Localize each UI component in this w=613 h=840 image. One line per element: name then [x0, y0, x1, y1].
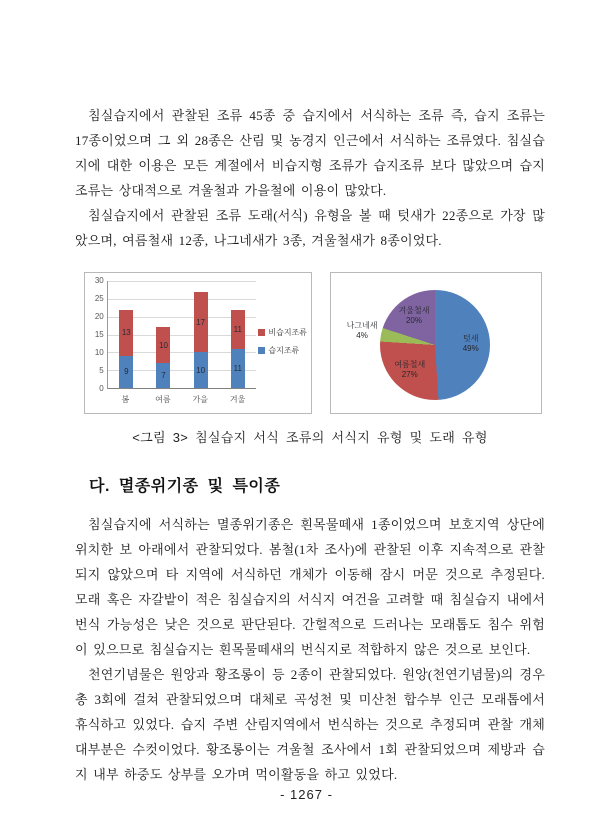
pie-slice-value: 4%	[356, 331, 368, 341]
legend-swatch-icon	[258, 347, 265, 354]
pie-slice-name: 겨울철새	[398, 306, 430, 316]
x-tick-label: 겨울	[229, 395, 246, 404]
figure-3-charts	[84, 272, 545, 414]
y-tick-label: 15	[94, 330, 104, 339]
bar-segment-비습지조류: 13	[119, 310, 133, 356]
legend-item-습지조류	[258, 345, 307, 356]
bar-chart-plot-wrap	[107, 281, 257, 413]
page-number: - 1267 -	[280, 787, 333, 802]
paragraph-migration-types: 침실습지에서 관찰된 조류 도래(서식) 유형을 볼 때 텃새가 22종으로 가장 많았으며, 여름철새 12종, 나그네새가 3종, 겨울철새가 8종이었다.	[75, 208, 545, 248]
x-tick-label: 여름	[155, 395, 171, 404]
bar-segment-비습지조류: 11	[231, 310, 245, 349]
bar-column	[231, 281, 245, 388]
legend-swatch-icon	[258, 329, 265, 336]
section-heading-endangered-species: 다. 멸종위기종 및 특이종	[89, 478, 281, 495]
bar-column	[194, 281, 208, 388]
pie-chart-migration-type	[330, 272, 542, 414]
pie-slice-name: 여름철새	[394, 360, 426, 370]
bar-segment-습지조류: 9	[119, 356, 133, 388]
bar-segment-습지조류: 7	[156, 363, 170, 388]
legend-item-비습지조류	[258, 327, 307, 338]
bar-chart-legend	[256, 281, 307, 413]
x-tick-label: 봄	[121, 395, 130, 404]
page-content	[75, 103, 545, 787]
y-tick-label: 20	[94, 312, 104, 322]
pie-slice-value: 20%	[405, 316, 422, 326]
y-tick-label: 0	[99, 384, 104, 393]
paragraph-natural-monuments: 천연기념물은 원앙과 황조롱이 등 2종이 관찰되었다. 원앙(천연기념물)의 경우 총 3회에 걸쳐 관찰되었으며 대체로 곡성천 및 미산천 합수부 인근 모래톱에서 휴식하고 있었다. 습지 주변 산림지역에서 번식하는 것으로 추정되며 관찰 개체 대부분은 수컷이었다. 황조롱이는 겨울철 조사에서 1회 관찰되었으며 제방과 습지 내부 하중도 상부를 오가며 먹이활동을 하고 있었다.	[75, 667, 545, 782]
figure-caption: <그림 3> 침실습지 서식 조류의 서식지 유형 및 도래 유형	[132, 430, 488, 445]
paragraph-bird-species-counts: 침실습지에서 관찰된 조류 45종 중 습지에서 서식하는 조류 즉, 습지 조류는 17종이었으며 그 외 28종은 산림 및 농경지 인근에서 서식하는 조류였다. 침실습지에 대한 이용은 모든 계절에서 비습지형 조류가 습지조류 보다 많았으며 습지조류는 상대적으로 겨울철과 가을철에 이용이 많았다.	[75, 108, 545, 198]
bar-segment-습지조류: 10	[194, 352, 208, 388]
pie-slice-label-겨울철새	[399, 306, 430, 326]
legend-label: 습지조류	[268, 346, 300, 355]
bar-column	[156, 281, 170, 388]
paragraph-endangered-species: 침실습지에 서식하는 멸종위기종은 흰목물떼새 1종이었으며 보호지역 상단에 위치한 보 아래에서 관찰되었다. 봄철(1차 조사)에 관찰된 이후 지속적으로 관찰되지 않았으며 타 지역에 서식하던 개체가 이동해 잠시 머문 것으로 추정된다. 모래 혹은 자갈밭이 적은 침실습지의 서식지 여건을 고려할 때 침실습지 내에서 번식 가능성은 낮은 것으로 판단된다. 간헐적으로 드러나는 모래톱도 침수 위험이 있으므로 침실습지는 흰목물떼새의 번식지로 적합하지 않은 것으로 보인다.	[75, 517, 545, 657]
y-tick-label: 25	[94, 294, 104, 303]
bar-chart-x-axis	[107, 389, 257, 407]
stacked-bar-chart-habitat-type	[84, 272, 312, 414]
y-tick-label: 30	[94, 276, 104, 285]
y-tick-label: 5	[99, 366, 104, 376]
bar-segment-비습지조류: 17	[194, 292, 208, 353]
pie-slice-value: 27%	[401, 370, 418, 380]
x-tick-label: 가을	[192, 395, 208, 404]
pie-slice-label-나그네새	[347, 321, 378, 341]
bar-chart-y-axis	[89, 276, 107, 393]
bar-segment-습지조류: 11	[231, 349, 245, 388]
bar-column	[119, 281, 133, 388]
legend-label: 비습지조류	[268, 328, 307, 337]
pie-slice-name: 나그네새	[346, 321, 378, 331]
bar-segment-비습지조류: 10	[156, 327, 170, 363]
pie-slice-label-텃새	[463, 334, 479, 354]
bar-chart-plot-area	[107, 281, 257, 389]
y-tick-label: 10	[94, 348, 104, 358]
pie-slice-label-여름철새	[394, 360, 425, 380]
pie-slice-value: 49%	[462, 343, 479, 353]
pie-slice-name: 텃새	[462, 333, 479, 343]
